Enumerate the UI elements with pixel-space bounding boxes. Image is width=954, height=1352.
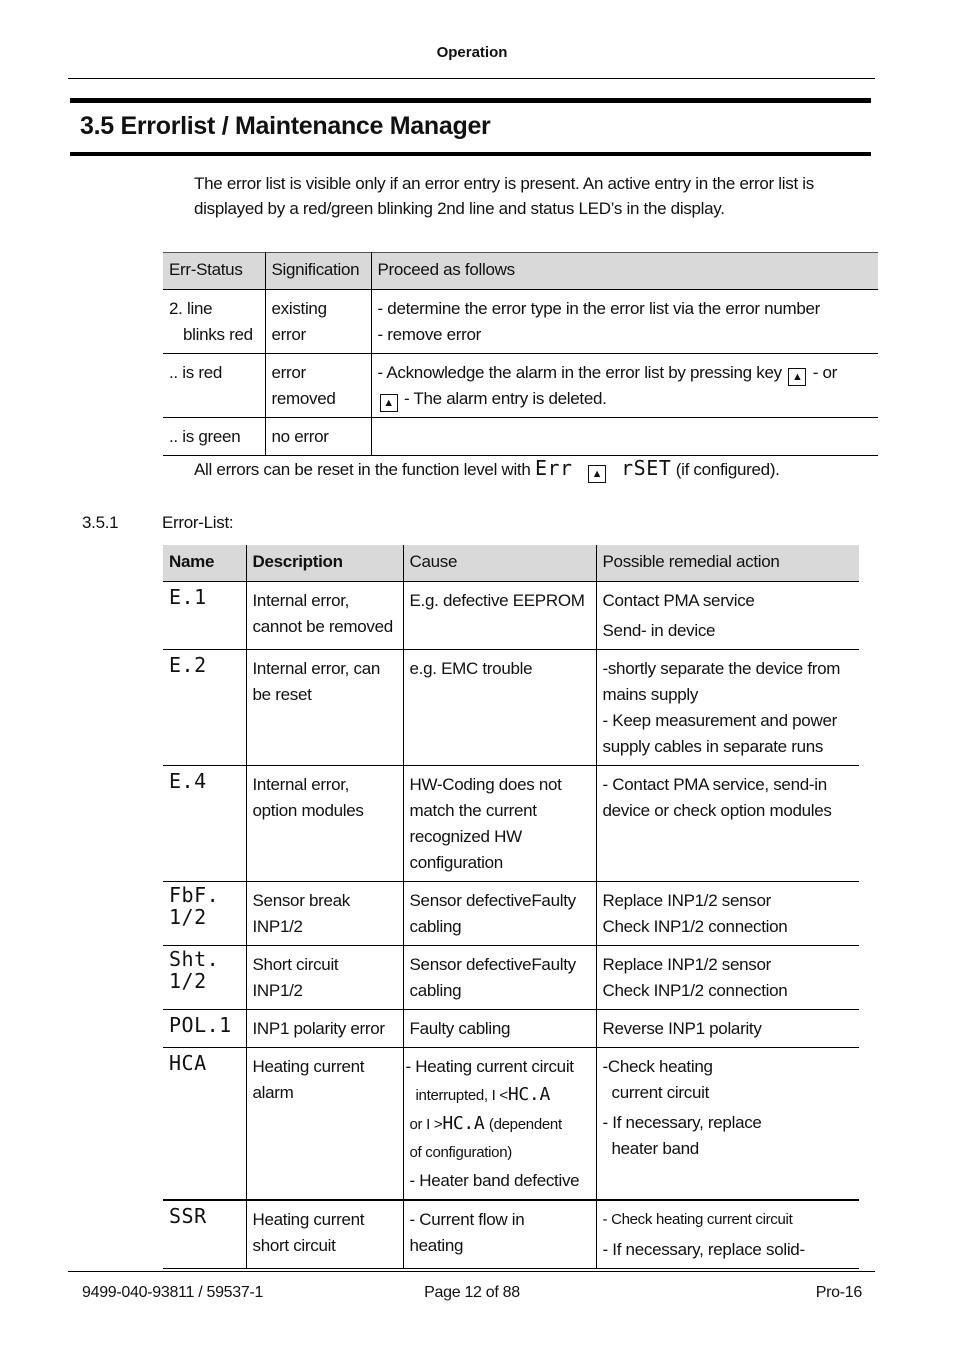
cell-text: - Check heating current circuit: [602, 1211, 793, 1228]
error-name-cell: [163, 1200, 246, 1269]
error-name-cell: [163, 650, 246, 766]
error-name-cell: [163, 882, 246, 946]
cell-text: E.g. defective EEPROM: [409, 591, 585, 610]
table-row: [163, 1048, 859, 1201]
up-arrow-key-icon: ▲: [588, 465, 606, 483]
cell-text: - remove error: [377, 325, 481, 344]
reset-note-text: (if configured).: [675, 460, 780, 479]
proceed-cell: [371, 418, 878, 456]
table-row: [163, 1010, 859, 1048]
cell-line: [406, 1082, 590, 1109]
cell-text: or I >: [409, 1116, 443, 1133]
running-header: Operation: [436, 44, 508, 61]
error-name-cell: [163, 582, 246, 650]
header-cell: Name: [163, 545, 246, 582]
table-row: [163, 766, 859, 882]
cell-text: blinks red: [183, 325, 253, 344]
cell-text: - Heating current circuit: [405, 1057, 574, 1076]
cell-text: error: [271, 363, 306, 382]
cell-text: 2. line: [169, 299, 213, 318]
error-name-cell: [163, 1010, 246, 1048]
error-name-cell: [163, 1048, 246, 1201]
cell-text: heating: [409, 1236, 464, 1255]
cell-text: match the current: [409, 801, 537, 820]
cell-text: no error: [271, 427, 329, 446]
cause-cell: [403, 766, 596, 882]
cell-text: alarm: [252, 1083, 294, 1102]
header-cell: Description: [246, 545, 403, 582]
display-code: FbF.: [169, 883, 220, 907]
table-row: [163, 1200, 859, 1269]
reset-note: [194, 456, 780, 483]
header-cell: Possible remedial action: [596, 545, 859, 582]
cell-text: cabling: [409, 917, 462, 936]
description-cell: [246, 766, 403, 882]
cell-text: - determine the error type in the error list via the error number: [377, 299, 821, 318]
cell-text: error: [271, 325, 306, 344]
cell-text: be reset: [252, 685, 312, 704]
cell-text: Contact PMA service: [602, 591, 755, 610]
table-row: [163, 882, 859, 946]
header-cell: Proceed as follows: [371, 253, 878, 290]
cell-text: - Acknowledge the alarm in the error list by pressing key: [377, 363, 782, 382]
error-name-cell: [163, 766, 246, 882]
display-code: 1/2: [169, 905, 207, 929]
error-list-table: [163, 545, 859, 1269]
status-cell: [163, 354, 265, 418]
display-code: Sht.: [169, 947, 220, 971]
status-cell: [163, 418, 265, 456]
cell-text: - The alarm entry is deleted.: [403, 389, 607, 408]
section-title: 3.5 Errorlist / Maintenance Manager: [80, 112, 491, 140]
cell-text: Internal error,: [252, 591, 350, 610]
up-arrow-key-icon: ▲: [380, 394, 398, 412]
header-rule: [68, 78, 875, 79]
description-cell: [246, 946, 403, 1010]
table-row: [163, 650, 859, 766]
action-cell: [596, 1200, 859, 1269]
cell-text: Check INP1/2 connection: [602, 981, 788, 1000]
cell-text: - Current flow in: [409, 1210, 525, 1229]
cell-text: of configuration): [409, 1144, 512, 1161]
cell-text: Replace INP1/2 sensor: [602, 955, 772, 974]
cell-text: - or: [812, 363, 838, 382]
description-cell: [246, 1010, 403, 1048]
cell-text: Sensor break: [252, 891, 351, 910]
cell-text: - If necessary, replace: [602, 1113, 762, 1132]
cause-cell: [403, 650, 596, 766]
action-cell: [596, 582, 859, 650]
cell-text: Faulty cabling: [409, 1019, 511, 1038]
cell-text: configuration: [409, 853, 503, 872]
cell-text: Check INP1/2 connection: [602, 917, 788, 936]
cell-text: Sensor defectiveFaulty: [409, 891, 576, 910]
action-cell: [596, 766, 859, 882]
section-bottom-rule: [70, 152, 871, 156]
cell-line: [406, 1111, 590, 1138]
cell-text: INP1/2: [252, 981, 303, 1000]
cause-cell: [403, 582, 596, 650]
cell-text: - Heater band defective: [409, 1171, 580, 1190]
cell-text: - Keep measurement and power: [602, 711, 837, 730]
cell-text: Replace INP1/2 sensor: [602, 891, 772, 910]
cell-text: -Check heating: [602, 1057, 713, 1076]
section-top-rule: [70, 98, 871, 103]
cell-text: .. is red: [169, 363, 223, 382]
cell-text: -shortly separate the device from: [602, 659, 841, 678]
table-row: [163, 582, 859, 650]
description-cell: [246, 882, 403, 946]
product-name: Pro-16: [815, 1284, 862, 1301]
description-cell: [246, 1200, 403, 1269]
table-row: [163, 354, 878, 418]
cause-cell: [403, 946, 596, 1010]
display-code: E.2: [169, 653, 207, 677]
cell-line: [378, 360, 873, 386]
signification-cell: [265, 354, 371, 418]
cause-cell: [403, 882, 596, 946]
action-cell: [596, 650, 859, 766]
cell-text: HW-Coding does not: [409, 775, 562, 794]
cell-line: [378, 386, 873, 412]
document-number: 9499-040-93811 / 59537-1: [82, 1284, 264, 1301]
header-cell: Signification: [265, 253, 371, 290]
header-cell: Cause: [403, 545, 596, 582]
error-table-header: [163, 545, 859, 582]
cell-text: cannot be removed: [252, 617, 393, 636]
display-code: E.1: [169, 585, 207, 609]
cell-text: .. is green: [169, 427, 241, 446]
cell-text: - Contact PMA service, send-in: [602, 775, 827, 794]
display-code: HC.A: [507, 1084, 550, 1105]
cell-text: cabling: [409, 981, 462, 1000]
signification-cell: [265, 418, 371, 456]
cell-text: interrupted, I <: [415, 1087, 508, 1104]
action-cell: [596, 946, 859, 1010]
display-code: 1/2: [169, 969, 207, 993]
page-number: Page 12 of 88: [424, 1284, 520, 1301]
cell-text: INP1/2: [252, 917, 303, 936]
cell-text: mains supply: [602, 685, 699, 704]
cell-text: removed: [271, 389, 336, 408]
cell-text: recognized HW: [409, 827, 522, 846]
status-table-header: [163, 253, 878, 290]
action-cell: [596, 1010, 859, 1048]
display-code: E.4: [169, 769, 207, 793]
status-cell: [163, 290, 265, 354]
cell-text: Heating current: [252, 1210, 365, 1229]
header-cell: Err-Status: [163, 253, 265, 290]
action-cell: [596, 882, 859, 946]
cause-cell: [403, 1048, 596, 1201]
cell-text: Heating current: [252, 1057, 365, 1076]
cell-text: e.g. EMC trouble: [409, 659, 533, 678]
signification-cell: [265, 290, 371, 354]
table-row: [163, 946, 859, 1010]
cell-text: existing: [271, 299, 327, 318]
display-code: HCA: [169, 1051, 207, 1075]
description-cell: [246, 582, 403, 650]
cell-text: - If necessary, replace solid-: [602, 1240, 805, 1259]
cell-text: INP1 polarity error: [252, 1019, 385, 1038]
cause-cell: [403, 1010, 596, 1048]
display-code: HC.A: [442, 1113, 485, 1134]
reset-note-text: All errors can be reset in the function level with: [194, 460, 531, 479]
error-status-table: [163, 252, 878, 456]
cell-text: Reverse INP1 polarity: [602, 1019, 762, 1038]
proceed-cell: [371, 354, 878, 418]
cell-text: device or check option modules: [602, 801, 832, 820]
action-cell: [596, 1048, 859, 1201]
cell-text: Short circuit: [252, 955, 339, 974]
cell-text: (dependent: [488, 1116, 562, 1133]
subsection-title: Error-List:: [162, 513, 234, 532]
subsection-number: 3.5.1: [82, 513, 119, 532]
cell-text: short circuit: [252, 1236, 336, 1255]
cell-text: Internal error,: [252, 775, 350, 794]
proceed-cell: [371, 290, 878, 354]
description-cell: [246, 1048, 403, 1201]
cell-text: supply cables in separate runs: [602, 737, 824, 756]
table-row: [163, 418, 878, 456]
error-name-cell: [163, 946, 246, 1010]
description-cell: [246, 650, 403, 766]
footer-rule: [68, 1271, 875, 1272]
display-code: rSET: [621, 456, 672, 480]
cell-text: Sensor defectiveFaulty: [409, 955, 576, 974]
subsection-heading: [82, 513, 233, 533]
display-code: SSR: [169, 1204, 207, 1228]
display-code: POL.1: [169, 1013, 232, 1037]
cell-text: Send- in device: [602, 621, 716, 640]
cell-text: heater band: [611, 1139, 699, 1158]
up-arrow-key-icon: ▲: [788, 368, 806, 386]
display-code: Err: [534, 456, 573, 480]
cell-text: Internal error, can: [252, 659, 381, 678]
table-row: [163, 290, 878, 354]
cause-cell: [403, 1200, 596, 1269]
cell-text: current circuit: [611, 1083, 710, 1102]
cell-text: option modules: [252, 801, 364, 820]
intro-paragraph: The error list is visible only if an error entry is present. An active entry in the error list is displayed by a red/green blinking 2nd line and status LED’s in the display.: [194, 174, 814, 218]
